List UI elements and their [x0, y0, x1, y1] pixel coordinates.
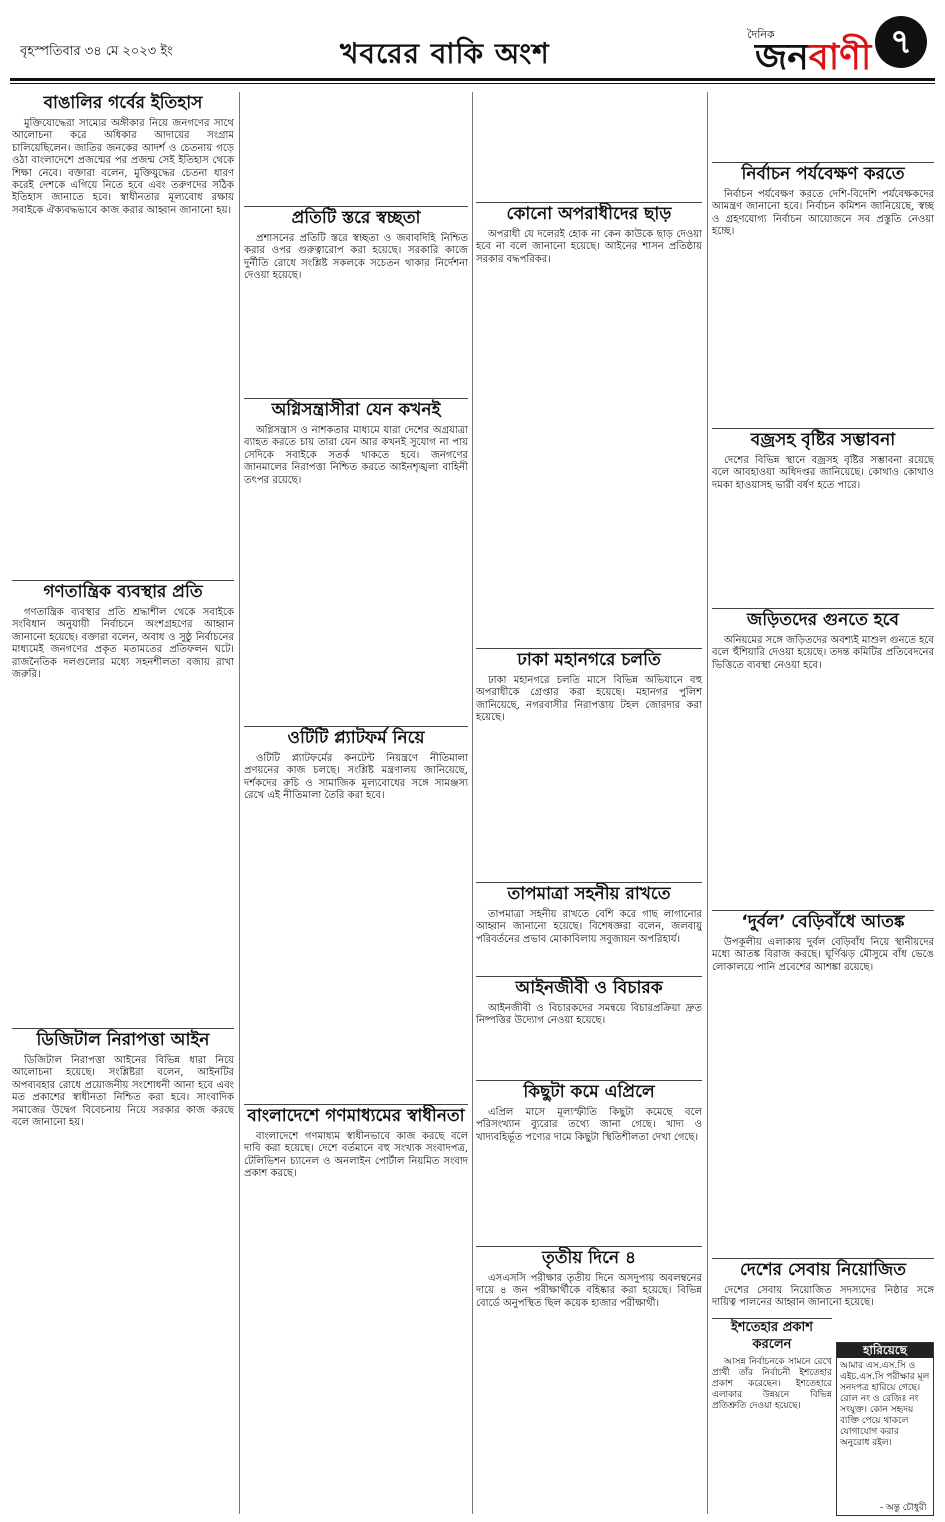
story-body: ডিজিটাল নিরাপত্তা আইনের বিভিন্ন ধারা নিয়ে আলোচনা হয়েছে। সংশ্লিষ্টরা বলেন, আইনটির অপব্যবহার রোধে প্রয়োজনীয় সংশোধনী আনা হবে এবং মত প্রকাশের স্বাধীনতা নিশ্চিত করা হবে। সাংবাদিক সমাজের উদ্বেগ বিবেচনায় নিয়ে সরকার কাজ করছে বলে জানানো হয়।: [12, 1055, 234, 1129]
column-divider: [239, 92, 240, 1514]
column-divider: [707, 92, 708, 1514]
story-s8: [476, 202, 702, 643]
story-s3: [12, 1028, 234, 1515]
issue-date: বৃহস্পতিবার ৩৪ মে ২০২৩ ইং: [20, 44, 173, 59]
story-body: মুক্তিযোদ্ধেরা সাম্যের অঙ্গীকার নিয়ে জনগণের সাথে আলোচনা করে অধিকার আদায়ের সংগ্রাম চালিয়েছিলেন। জাতির জনকের আদর্শ ও চেতনায় গড়ে ওঠা বাংলাদেশে প্রজন্মের পর প্রজন্ম সেই ইতিহাস থেকে শিক্ষা নেবে। বক্তারা বলেন, মুক্তিযুদ্ধের চেতনা ধারণ করেই দেশকে এগিয়ে নিতে হবে এবং তরুণদের সঠিক ইতিহাস জানাতে হবে। স্বাধীনতার মূল্যবোধ রক্ষায় সবাইকে ঐক্যবদ্ধভাবে কাজ করার আহ্বান জানানো হয়।: [12, 118, 234, 216]
masthead-rule-thin: [10, 83, 935, 84]
story-body: গণতান্ত্রিক ব্যবস্থার প্রতি শ্রদ্ধাশীল থেকে সবাইকে সংবিধান অনুযায়ী নির্বাচনে অংশগ্রহণের আহ্বান জানানো হয়েছে। বক্তারা বলেন, অবাধ ও সুষ্ঠু নির্বাচনের মাধ্যমেই জনগণের প্রকৃত মতামতের প্রতিফলন ঘটে। রাজনৈতিক দলগুলোর মধ্যে সহনশীলতা বজায় রাখা জরুরি।: [12, 607, 234, 681]
story-body: বাংলাদেশে গণমাধ্যম স্বাধীনভাবে কাজ করছে বলে দাবি করা হয়েছে। দেশে বর্তমানে বহু সংখ্যক সংবাদপত্র, টেলিভিশন চ্যানেল ও অনলাইন পোর্টাল নিয়মিত সংবাদ প্রকাশ করছে।: [244, 1131, 468, 1180]
masthead-rule: [10, 78, 935, 81]
story-s5: [244, 398, 468, 723]
story-headline: বজ্রসহ বৃষ্টির সম্ভাবনা: [750, 430, 896, 450]
story-s1: [12, 92, 234, 578]
story-body: এপ্রিল মাসে মূল্যস্ফীতি কিছুটা কমেছে বলে পরিসংখ্যান ব্যুরোর তথ্যে জানা গেছে। খাদ্য ও খাদ্যবহির্ভূত পণ্যের দামে কিছুটা স্থিতিশীলতা দেখা গেছে।: [476, 1107, 702, 1143]
story-headline: অগ্নিসন্ত্রাসীরা যেন কখনই: [271, 400, 441, 420]
story-continued: [476, 92, 702, 196]
story-s17: [712, 910, 934, 1255]
section-title: খবরের বাকি অংশ: [340, 37, 550, 70]
lost-notice: [836, 1342, 934, 1516]
story-s10: [476, 882, 702, 975]
story-s15: [712, 428, 934, 605]
story-s14: [712, 162, 934, 425]
story-body: অগ্নিসন্ত্রাস ও নাশকতার মাধ্যমে যারা দেশের অগ্রযাত্রা ব্যাহত করতে চায় তারা যেন আর কখনই সুযোগ না পায় সেদিকে সবাইকে সতর্ক থাকতে হবে। জনগণের জানমালের নিরাপত্তা নিশ্চিত করতে আইনশৃঙ্খলা বাহিনী তৎপর রয়েছে।: [244, 425, 468, 486]
story-body: অনিয়মের সঙ্গে জড়িতদের অবশ্যই মাশুল গুনতে হবে বলে হুঁশিয়ারি দেওয়া হয়েছে। তদন্ত কমিটির প্রতিবেদনের ভিত্তিতে ব্যবস্থা নেওয়া হবে।: [712, 635, 934, 671]
story-s16: [712, 608, 934, 907]
story-headline: তাপমাত্রা সহনীয় রাখতে: [507, 884, 671, 904]
story-s12: [476, 1080, 702, 1211]
paper-logo-name: জনবাণী: [755, 37, 872, 78]
story-body: দেশের সেবায় নিয়োজিত সদস্যদের নিষ্ঠার সঙ্গে দায়িত্ব পালনের আহ্বান জানানো হয়েছে।: [712, 1285, 934, 1309]
story-body: ওটিটি প্ল্যাটফর্মের কনটেন্ট নিয়ন্ত্রণে নীতিমালা প্রণয়নের কাজ চলছে। সংশ্লিষ্ট মন্ত্রণালয় জানিয়েছে, দর্শকদের রুচি ও সামাজিক মূল্যবোধের সঙ্গে সামঞ্জস্য রেখে এই নীতিমালা তৈরি করা হবে।: [244, 753, 468, 802]
story-s6: [244, 726, 468, 1075]
page-number: ৭: [875, 16, 927, 68]
story-body: উপকূলীয় এলাকায় দুর্বল বেড়িবাঁধ নিয়ে স্থানীয়দের মধ্যে আতঙ্ক বিরাজ করছে। ঘূর্ণিঝড় মৌসুমে বাঁধ ভেঙে লোকালয়ে পানি প্রবেশের আশঙ্কা রয়েছে।: [712, 937, 934, 973]
story-continued: [244, 92, 468, 202]
story-body: আসন্ন নির্বাচনকে সামনে রেখে প্রার্থী তাঁর নির্বাচনী ইশতেহার প্রকাশ করেছেন। ইশতেহারে এলাকার উন্নয়নে বিভিন্ন প্রতিশ্রুতি দেওয়া হয়েছে।: [712, 1357, 832, 1411]
story-s18: [712, 1258, 934, 1323]
story-headline: প্রতিটি স্তরে স্বচ্ছতা: [291, 208, 421, 228]
story-headline: বাংলাদেশে গণমাধ্যমের স্বাধীনতা: [247, 1106, 465, 1126]
story-continued: [712, 92, 934, 152]
story-headline: ওটিটি প্ল্যাটফর্ম নিয়ে: [287, 728, 425, 748]
story-headline: ইশতেহার প্রকাশ করলেন: [731, 1320, 813, 1352]
story-headline: দেশের সেবায় নিয়োজিত: [739, 1260, 907, 1280]
masthead: [10, 8, 935, 76]
story-body: তাপমাত্রা সহনীয় রাখতে বেশি করে গাছ লাগানোর আহ্বান জানানো হয়েছে। বিশেষজ্ঞরা বলেন, জলবায়ু পরিবর্তনের প্রভাব মোকাবিলায় সবুজায়ন অপরিহার্য।: [476, 909, 702, 945]
story-body: প্রশাসনের প্রতিটি স্তরে স্বচ্ছতা ও জবাবদিহি নিশ্চিত করার ওপর গুরুত্বারোপ করা হয়েছে। সরকারি কাজে দুর্নীতি রোধে সংশ্লিষ্ট সকলকে সচেতন থাকার নির্দেশনা দেওয়া হয়েছে।: [244, 233, 468, 282]
column-divider: [472, 92, 473, 1514]
story-body: দেশের বিভিন্ন স্থানে বজ্রসহ বৃষ্টির সম্ভাবনা রয়েছে বলে আবহাওয়া অধিদপ্তর জানিয়েছে। কোথাও কোথাও দমকা হাওয়াসহ ভারী বর্ষণ হতে পারে।: [712, 455, 934, 491]
story-body: নির্বাচন পর্যবেক্ষণ করতে দেশি-বিদেশি পর্যবেক্ষকদের আমন্ত্রণ জানানো হবে। নির্বাচন কমিশন জানিয়েছে, স্বচ্ছ ও গ্রহণযোগ্য নির্বাচন আয়োজনে সব প্রস্তুতি নেওয়া হচ্ছে।: [712, 189, 934, 238]
story-headline: কোনো অপরাধীদের ছাড়: [506, 204, 672, 224]
story-headline: আইনজীবী ও বিচারক: [515, 978, 663, 998]
story-s11: [476, 976, 702, 1079]
story-s4: [244, 206, 468, 395]
story-headline: জড়িতদের গুনতে হবে: [747, 610, 899, 630]
lost-notice-tag: হারিয়েছে: [837, 1343, 933, 1358]
story-body: ঢাকা মহানগরে চলতি মাসে বিভিন্ন অভিযানে বহু অপরাধীকে গ্রেপ্তার করা হয়েছে। মহানগর পুলিশ জানিয়েছে, নগরবাসীর নিরাপত্তায় টহল জোরদার করা হয়েছে।: [476, 675, 702, 724]
story-headline: কিছুটা কমে এপ্রিলে: [523, 1082, 655, 1102]
paper-logo-prefix: দৈনিক: [747, 28, 775, 41]
story-headline: ডিজিটাল নিরাপত্তা আইন: [36, 1030, 210, 1050]
story-body: অপরাধী যে দলেরই হোক না কেন কাউকে ছাড় দেওয়া হবে না বলে জানানো হয়েছে। আইনের শাসন প্রতিষ্ঠায় সরকার বদ্ধপরিকর।: [476, 229, 702, 265]
paper-logo: [743, 16, 873, 76]
story-s7: [244, 1104, 468, 1515]
story-headline: ‘দুর্বল’ বেড়িবাঁধে আতঙ্ক: [741, 912, 905, 932]
story-headline: তৃতীয় দিনে ৪: [541, 1248, 637, 1268]
story-headline: বাঙালির গর্বের ইতিহাস: [43, 93, 203, 113]
story-body: আইনজীবী ও বিচারকদের সমন্বয়ে বিচারপ্রক্রিয়া দ্রুত নিষ্পত্তির উদ্যোগ নেওয়া হয়েছে।: [476, 1003, 702, 1027]
story-headline: নির্বাচন পর্যবেক্ষণ করতে: [741, 164, 905, 184]
story-s19: [712, 1318, 832, 1515]
story-headline: গণতান্ত্রিক ব্যবস্থার প্রতি: [43, 582, 203, 602]
lost-notice-signoff: - অন্তু চৌধুরী: [880, 1503, 927, 1513]
story-s9: [476, 648, 702, 877]
story-body: এসএসসি পরীক্ষার তৃতীয় দিনে অসদুপায় অবলম্বনের দায়ে ৪ জন পরীক্ষার্থীকে বহিষ্কার করা হয়েছে। বিভিন্ন বোর্ডে অনুপস্থিত ছিল কয়েক হাজার পরীক্ষার্থী।: [476, 1273, 702, 1309]
story-headline: ঢাকা মহানগরে চলতি: [517, 650, 661, 670]
lost-notice-body: আমার এস.এস.সি ও এইচ.এস.সি পরীক্ষার মূল সনদপত্র হারিয়ে গেছে। রোল নং ও রেজিঃ নং সংযুক্ত। কোন সহৃদয় ব্যক্তি পেয়ে থাকলে যোগাযোগ করার অনুরোধ রইল।: [840, 1361, 930, 1448]
story-s2: [12, 580, 234, 927]
story-s13: [476, 1246, 702, 1515]
